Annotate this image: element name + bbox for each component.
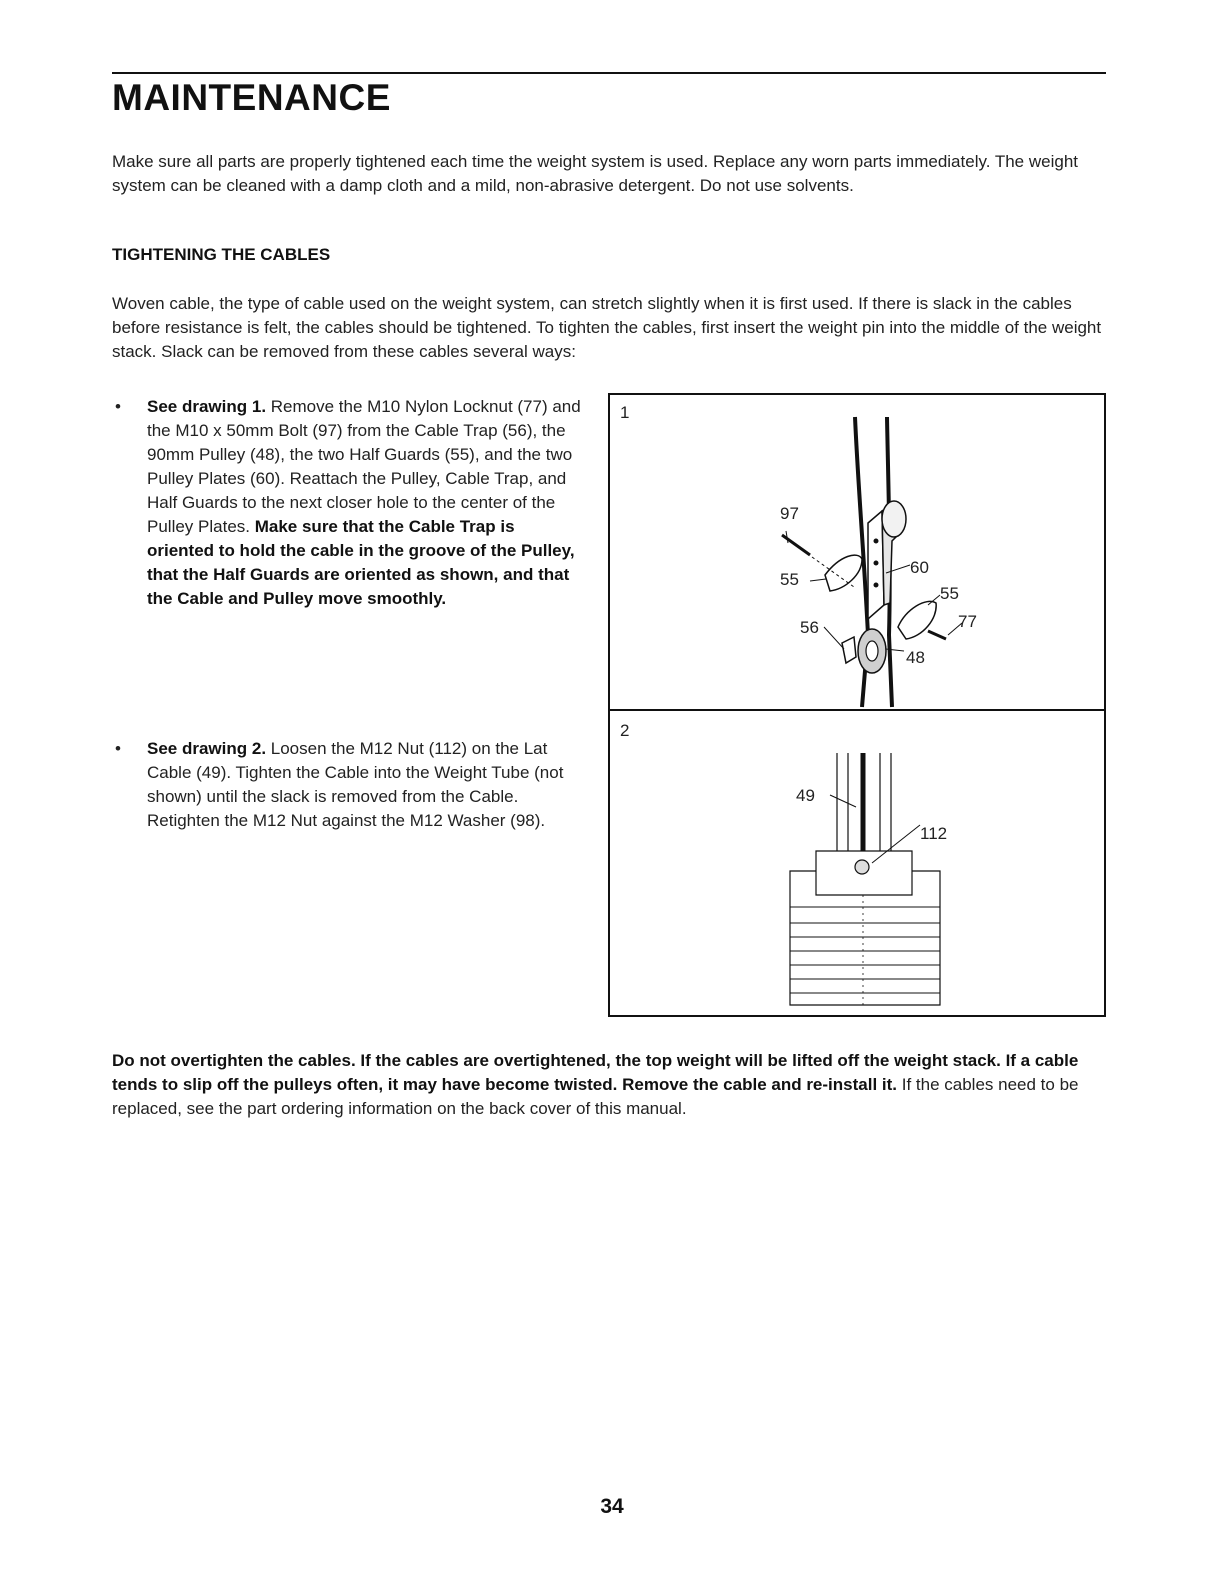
section-paragraph: Woven cable, the type of cable used on the weight system, can stretch slightly when it is first used. If there is slack in the cables before resistance is felt, the cables should be tightened. To tighten the cables, first insert the weight pin into the middle of the weight stack. Slack can be removed from these cables several ways: (112, 294, 1102, 361)
page-number: 34 (600, 1495, 624, 1518)
drawing-frame (608, 393, 1106, 1017)
bullet-body: Loosen the M12 Nut (112) on the Lat Cable (49). Tighten the Cable into the Weight Tube (not shown) until the slack is removed from the Cable. Retighten the M12 Nut against the M12 Washer (98). (147, 739, 564, 830)
callout-97: 97 (780, 504, 799, 523)
bullet-body: Remove the M10 Nylon Locknut (77) and the M10 x 50mm Bolt (97) from the Cable Trap (56), the 90mm Pulley (48), the two Half Guards (55), and the two Pulley Plates (60). Reattach the Pulley, Cable Trap, and Half Guards to the next closer hole to the center of the Pulley Plates. (147, 397, 581, 536)
bullet-text (147, 395, 585, 611)
callout-56: 56 (800, 618, 819, 637)
drawing-2-number: 2 (620, 721, 630, 740)
section-heading: TIGHTENING THE CABLES (112, 245, 331, 264)
callout-55-right: 55 (940, 584, 959, 603)
drawings-illustration (610, 395, 1104, 1015)
bullet-dot: • (115, 397, 121, 416)
warning-paragraph (112, 1049, 1106, 1121)
bullet-lead: See drawing 1. (147, 397, 267, 416)
warning-bold: Do not overtighten the cables. If the cables are overtightened, the top weight will be lifted off the weight stack. If a cable tends to slip off the pulleys often, it may have become twisted. Remove the cable and re-install it. (112, 1051, 1079, 1094)
bullet-drawing-2 (115, 737, 585, 833)
bullet-dot: • (115, 739, 121, 758)
callout-55-left: 55 (780, 570, 799, 589)
title-rule (112, 72, 1106, 74)
callout-49: 49 (796, 786, 815, 805)
bullet-lead: See drawing 2. (147, 739, 267, 758)
drawing-1-number: 1 (620, 403, 630, 422)
bullet-text (147, 737, 585, 833)
callout-48: 48 (906, 648, 925, 667)
callout-77: 77 (958, 612, 977, 631)
warning-normal: If the cables need to be replaced, see the part ordering information on the back cover of this manual. (112, 1075, 1079, 1118)
bullet-drawing-1 (115, 395, 585, 611)
drawing-1-pulley-assembly (782, 417, 962, 707)
intro-paragraph: Make sure all parts are properly tightened each time the weight system is used. Replace any worn parts immediately. The weight system can be cleaned with a damp cloth and a mild, non-abrasive detergent. Do not use solvents. (112, 152, 1079, 195)
callout-60: 60 (910, 558, 929, 577)
bullet-emphasis: Make sure that the Cable Trap is oriented to hold the cable in the groove of the Pulley, that the Half Guards are oriented as shown, and that the Cable and Pulley move smoothly. (147, 517, 575, 608)
page-title: MAINTENANCE (112, 77, 391, 118)
callout-112: 112 (920, 824, 948, 843)
